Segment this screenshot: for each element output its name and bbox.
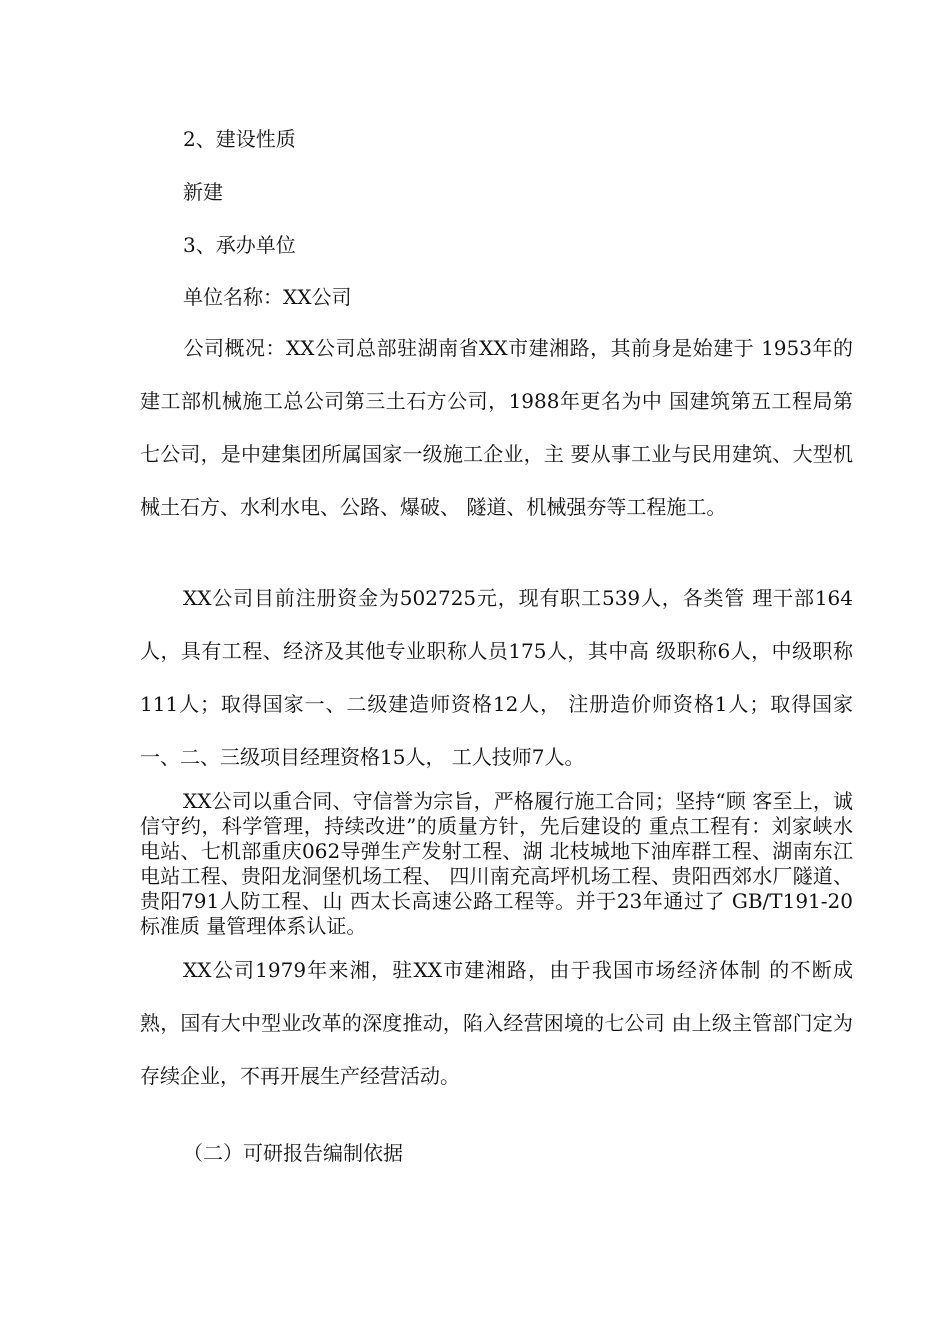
section-3-heading: 3、承办单位 bbox=[183, 233, 296, 257]
subsection-heading: （二）可研报告编制依据 bbox=[183, 1141, 403, 1165]
unit-name-line: 单位名称：XX公司 bbox=[183, 285, 352, 309]
company-overview-paragraph bbox=[140, 322, 853, 534]
company-overview-text: 公司概况：XX公司总部驻湖南省XX市建湘路，其前身是始建于 1953年的建工部机械施工总公司第三土石方公司，1988年更名为中 国建筑第五工程局第七公司，是中建集团所属国家一级施工企业，主 要从事工业与民用建筑、大型机械土石方、水利水电、公路、爆破、 隧道、机械强夯等工程施工。 bbox=[140, 336, 853, 519]
key-projects-text: XX公司以重合同、守信誉为宗旨，严格履行施工合同；坚持“顾 客至上，诚信守约，科学管理，持续改进”的质量方针，先后建设的 重点工程有：刘家峡水电站、七机部重庆062导弹生产发射工程、湖 北枝城地下油库群工程、湖南东江电站工程、贵阳龙洞堡机场工程、 四川南充高坪机场工程、贵阳西郊水厂隧道、贵阳791人防工程、山 西太长高速公路工程等。并于23年通过了 GB/T191-20标准质 量管理体系认证。 bbox=[140, 789, 853, 938]
staff-text: XX公司目前注册资金为502725元，现有职工539人，各类管 理干部164人，具有工程、经济及其他专业职称人员175人，其中高 级职称6人，中级职称111人；取得国家一、二级建造师资格12人， 注册造价师资格1人；取得国家一、二、三级项目经理资格15人， 工人技师7人。 bbox=[140, 586, 853, 769]
construction-nature-value: 新建 bbox=[183, 180, 223, 204]
key-projects-paragraph bbox=[140, 789, 853, 939]
section-2-heading: 2、建设性质 bbox=[183, 127, 296, 151]
staff-paragraph bbox=[140, 572, 853, 784]
company-history-paragraph bbox=[140, 944, 853, 1103]
company-history-text: XX公司1979年来湘，驻XX市建湘路，由于我国市场经济体制 的不断成熟，国有大中型业改革的深度推动，陷入经营困境的七公司 由上级主管部门定为存续企业，不再开展生产经营活动。 bbox=[140, 958, 853, 1088]
